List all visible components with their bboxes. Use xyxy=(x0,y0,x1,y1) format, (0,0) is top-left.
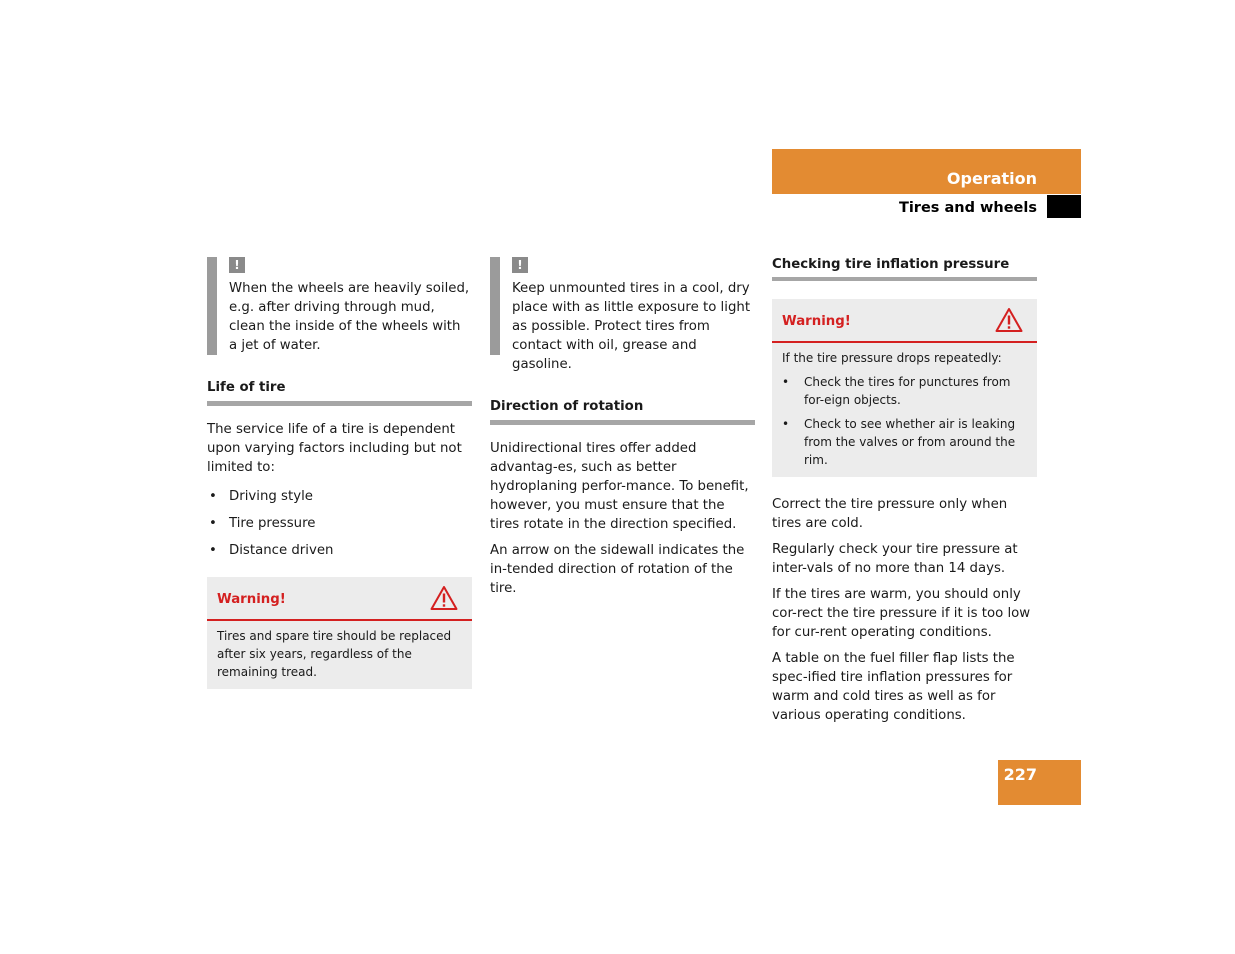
list-item: • Check the tires for punctures from for-eign objects. xyxy=(782,373,1027,409)
intro-text: The service life of a tire is dependent upon varying factors including but not limited to: xyxy=(207,422,462,475)
note-bar xyxy=(490,257,500,355)
warning-label: Warning! xyxy=(217,592,286,607)
warning-box xyxy=(772,299,1037,477)
heading-life-of-tire: Life of tire xyxy=(207,378,472,406)
warning-header xyxy=(772,299,1037,343)
list-item: • Check to see whether air is leaking from the valves or from around the rim. xyxy=(782,415,1027,469)
list-item: • Driving style xyxy=(207,487,472,506)
exclamation-icon: ! xyxy=(229,257,245,273)
column-3 xyxy=(772,255,1037,732)
warning-intro: If the tire pressure drops repeatedly: xyxy=(782,351,1002,365)
note-bar xyxy=(207,257,217,355)
note-text: When the wheels are heavily soiled, e.g. after driving through mud, clean the inside of the wheels with a jet of water. xyxy=(229,281,470,353)
column-2 xyxy=(490,255,755,605)
warning-body xyxy=(207,621,472,689)
paragraph: Unidirectional tires offer added advantag-es, such as better hydroplaning perfor-mance. To benefit, however, you must ensure that the tires rotate in the direction specified. xyxy=(490,441,749,532)
page-number-box xyxy=(998,760,1081,805)
subsection-marker xyxy=(1047,195,1081,218)
note-box xyxy=(207,255,472,355)
bullet-list xyxy=(207,487,472,560)
warning-bullet-list xyxy=(782,373,1027,469)
paragraph: Correct the tire pressure only when tires are cold. xyxy=(772,497,1008,531)
column-1 xyxy=(207,255,472,689)
heading-direction-of-rotation: Direction of rotation xyxy=(490,397,755,425)
paragraph: Regularly check your tire pressure at inter-vals of no more than 14 days. xyxy=(772,542,1018,576)
warning-header xyxy=(207,577,472,621)
heading-checking-tire-pressure: Checking tire inflation pressure xyxy=(772,255,1037,281)
section-tab xyxy=(772,149,1081,194)
warning-box xyxy=(207,577,472,689)
paragraph: An arrow on the sidewall indicates the in-tended direction of rotation of the tire. xyxy=(490,543,745,596)
section-title: Operation xyxy=(946,169,1037,188)
note-box xyxy=(490,255,755,374)
note-text: Keep unmounted tires in a cool, dry place with as little exposure to light as possible. Protect tires from contact with oil, grease and gasoline. xyxy=(512,281,751,372)
warning-body xyxy=(772,343,1037,477)
subsection-title: Tires and wheels xyxy=(898,200,1037,216)
warning-triangle-icon xyxy=(995,307,1023,333)
page-number: 227 xyxy=(1003,765,1037,784)
list-item: • Tire pressure xyxy=(207,514,472,533)
warning-label: Warning! xyxy=(782,314,851,329)
exclamation-icon: ! xyxy=(512,257,528,273)
list-item: • Distance driven xyxy=(207,541,472,560)
paragraph: If the tires are warm, you should only cor-rect the tire pressure if it is too low for cur-rent operating conditions. xyxy=(772,587,1031,640)
warning-triangle-icon xyxy=(430,585,458,611)
paragraph: A table on the fuel filler flap lists the spec-ified tire inflation pressures for warm and cold tires as well as for various operating conditions. xyxy=(772,651,1015,723)
warning-text: Tires and spare tire should be replaced after six years, regardless of the remaining tread. xyxy=(217,629,452,679)
